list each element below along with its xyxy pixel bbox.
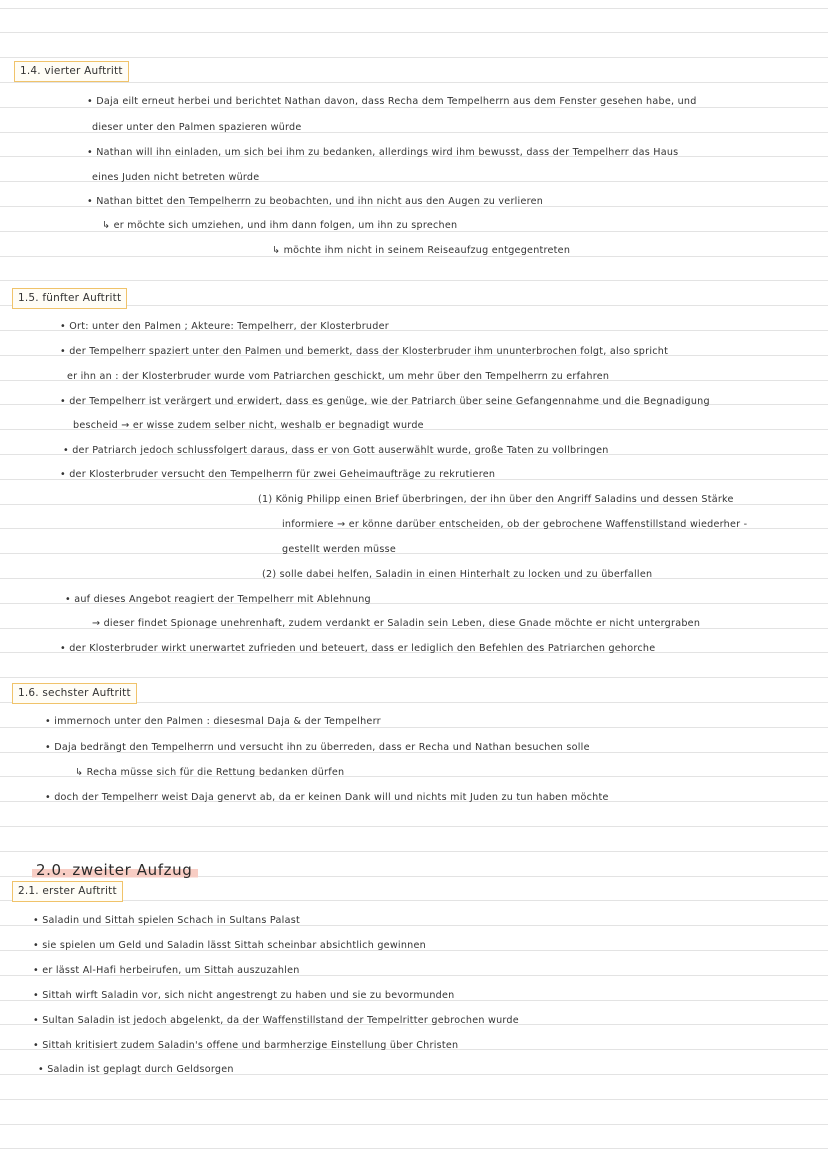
note-line: (2) solle dabei helfen, Saladin in einen Hinterhalt zu locken und zu überfallen (262, 569, 653, 580)
note-line: eines Juden nicht betreten würde (92, 172, 260, 183)
note-line: • Saladin ist geplagt durch Geldsorgen (38, 1064, 234, 1075)
note-line: dieser unter den Palmen spazieren würde (92, 122, 302, 133)
note-line: • immernoch unter den Palmen : diesesmal Daja & der Tempelherr (45, 716, 381, 727)
note-line: • Nathan will ihn einladen, um sich bei ihm zu bedanken, allerdings wird ihm bewusst, dass der Tempelherr das Haus (87, 147, 679, 158)
note-line: • Nathan bittet den Tempelherrn zu beobachten, und ihn nicht aus den Augen zu verlieren (87, 196, 544, 207)
note-line: • er lässt Al-Hafi herbeirufen, um Sittah auszuzahlen (33, 965, 300, 976)
note-line: er ihn an : der Klosterbruder wurde vom Patriarchen geschickt, um mehr über den Tempelherrn zu erfahren (67, 371, 610, 382)
note-line: → dieser findet Spionage unehrenhaft, zudem verdankt er Saladin sein Leben, diese Gnade möchte er nicht untergraben (92, 618, 701, 629)
note-line: • der Klosterbruder wirkt unerwartet zufrieden und beteuert, dass er lediglich den Befehlen des Patriarchen gehorche (60, 643, 656, 654)
note-line: informiere → er könne darüber entscheiden, ob der gebrochene Waffenstillstand wiederher - (282, 519, 748, 530)
note-line: gestellt werden müsse (282, 544, 397, 555)
note-line: • Sultan Saladin ist jedoch abgelenkt, da der Waffenstillstand der Tempelritter gebrochen wurde (33, 1015, 519, 1026)
note-line: • sie spielen um Geld und Saladin lässt Sittah scheinbar absichtlich gewinnen (33, 940, 426, 951)
note-line: • Sittah kritisiert zudem Saladin's offene und barmherzige Einstellung über Christen (33, 1040, 459, 1051)
note-line: • der Tempelherr spaziert unter den Palmen und bemerkt, dass der Klosterbruder ihm ununterbrochen folgt, also spricht (60, 346, 669, 357)
note-line: • Saladin und Sittah spielen Schach in Sultans Palast (33, 915, 300, 926)
note-line: • der Klosterbruder versucht den Tempelherrn für zwei Geheimaufträge zu rekrutieren (60, 469, 496, 480)
chapter-title: 2.0. zweiter Aufzug (32, 861, 198, 879)
section-heading: 1.5. fünfter Auftritt (12, 288, 127, 309)
note-line: • doch der Tempelherr weist Daja genervt ab, da er keinen Dank will und nichts mit Juden zu tun haben möchte (45, 792, 609, 803)
note-line: • der Patriarch jedoch schlussfolgert daraus, dass er von Gott auserwählt wurde, große Taten zu vollbringen (63, 445, 609, 456)
section-heading: 1.4. vierter Auftritt (14, 61, 129, 82)
note-line: • Daja eilt erneut herbei und berichtet Nathan davon, dass Recha dem Tempelherrn aus dem Fenster gesehen habe, und (87, 96, 697, 107)
note-line: bescheid → er wisse zudem selber nicht, weshalb er begnadigt wurde (73, 420, 424, 431)
note-line: • Sittah wirft Saladin vor, sich nicht angestrengt zu haben und sie zu bevormunden (33, 990, 455, 1001)
note-line: (1) König Philipp einen Brief überbringen, der ihn über den Angriff Saladins und dessen Stärke (258, 494, 734, 505)
note-line: ↳ möchte ihm nicht in seinem Reiseaufzug entgegentreten (272, 245, 571, 256)
note-line: • Daja bedrängt den Tempelherrn und versucht ihn zu überreden, dass er Recha und Nathan besuchen solle (45, 742, 590, 753)
note-line: • der Tempelherr ist verärgert und erwidert, dass es genüge, wie der Patriarch über seine Gefangennahme und die Begnadigung (60, 396, 710, 407)
section-heading: 1.6. sechster Auftritt (12, 683, 137, 704)
note-line: ↳ Recha müsse sich für die Rettung bedanken dürfen (75, 767, 345, 778)
note-line: ↳ er möchte sich umziehen, und ihm dann folgen, um ihn zu sprechen (102, 220, 458, 231)
note-line: • Ort: unter den Palmen ; Akteure: Tempelherr, der Klosterbruder (60, 321, 389, 332)
section-heading: 2.1. erster Auftritt (12, 881, 123, 902)
note-line: • auf dieses Angebot reagiert der Tempelherr mit Ablehnung (65, 594, 371, 605)
